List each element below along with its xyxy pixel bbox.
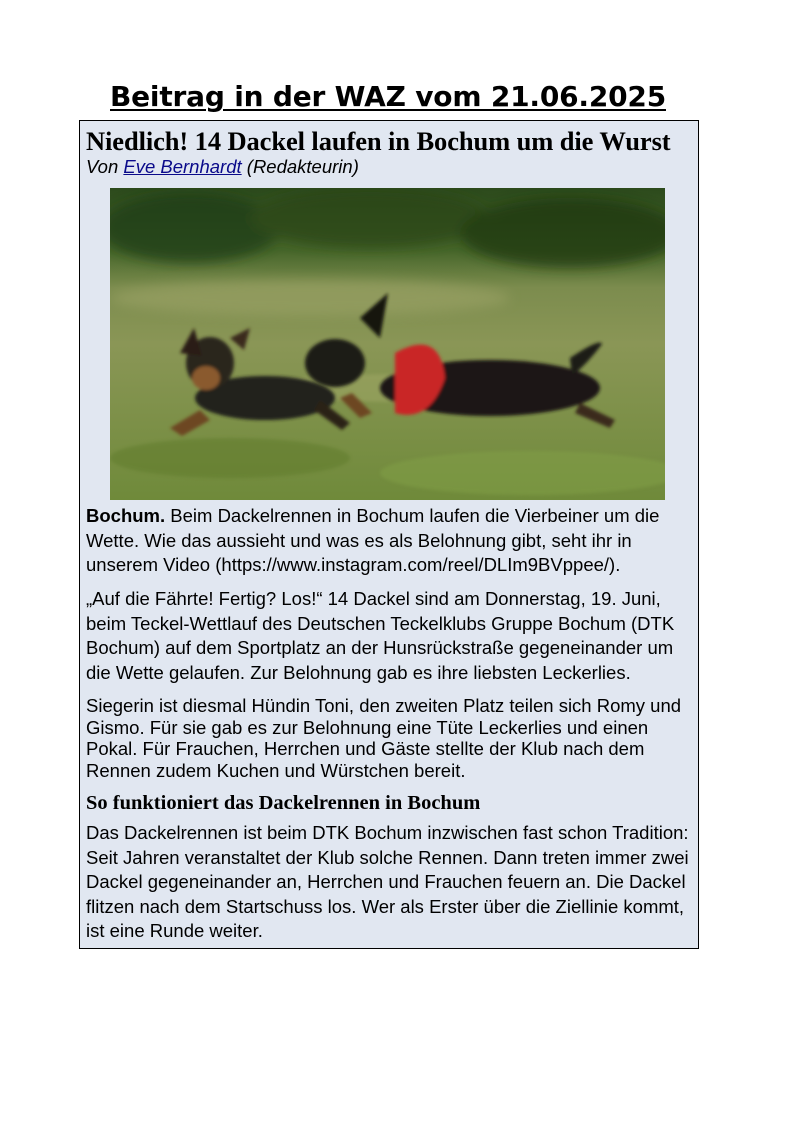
page-header: Beitrag in der WAZ vom 21.06.2025 — [110, 80, 666, 113]
author-link[interactable]: Eve Bernhardt — [123, 156, 242, 177]
article-photo — [110, 188, 665, 500]
dateline: Bochum. — [86, 505, 166, 526]
lead-paragraph — [86, 504, 696, 578]
byline-role: (Redakteurin) — [241, 156, 359, 177]
paragraph-tradition: Das Dackelrennen ist beim DTK Bochum inzwischen fast schon Tradition: Seit Jahren veranstaltet der Klub solche Rennen. Dann treten immer zwei Dackel gegeneinander an, Herrchen und Frauchen feuern an. Die Dackel flitzen nach dem Startschuss los. Wer als Erster über die Ziellinie kommt, ist eine Runde weiter. — [86, 822, 689, 941]
article-headline: Niedlich! 14 Dackel laufen in Bochum um die Wurst — [86, 126, 671, 156]
byline-prefix: Von — [86, 156, 124, 177]
article-byline — [86, 156, 359, 178]
article-box — [79, 120, 699, 949]
paragraph-race: „Auf die Fährte! Fertig? Los!“ 14 Dackel sind am Donnerstag, 19. Juni, beim Teckel-Wettlauf des Deutschen Teckelklubs Gruppe Bochum (DTK Bochum) auf dem Sportplatz an der Hunsrückstraße gegeneinander um die Wette gelaufen. Zur Belohnung gab es ihre liebsten Leckerlies. — [86, 588, 675, 683]
paragraph-winner: Siegerin ist diesmal Hündin Toni, den zweiten Platz teilen sich Romy und Gismo. Für sie gab es zur Belohnung eine Tüte Leckerlies und einen Pokal. Für Frauchen, Herrchen und Gäste stellte der Klub nach dem Rennen zudem Kuchen und Würstchen bereit. — [86, 695, 682, 781]
lead-text: Beim Dackelrennen in Bochum laufen die Vierbeiner um die Wette. Wie das aussieht und was es als Belohnung gibt, seht ihr in unserem Video (https://www.instagram.com/reel/DLIm9BVppee/). — [86, 505, 660, 575]
article-subheading: So funktioniert das Dackelrennen in Bochum — [86, 792, 481, 814]
